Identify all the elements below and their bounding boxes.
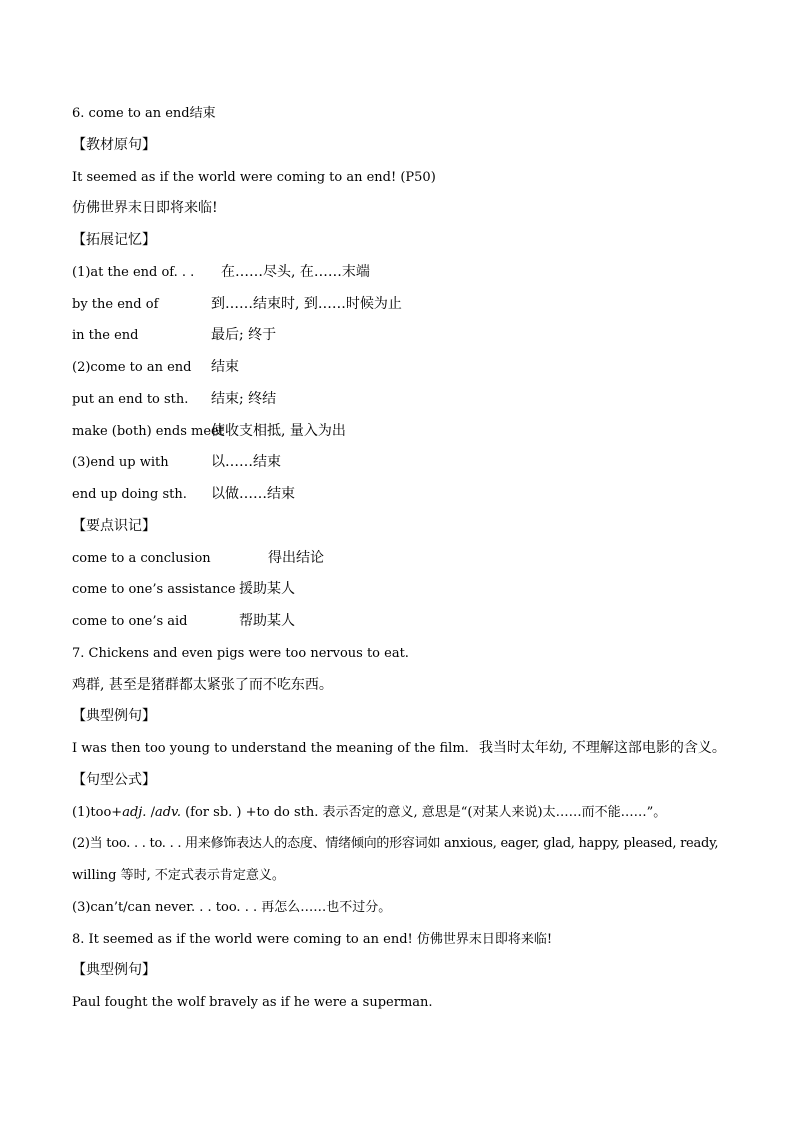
formula-1-adj: adj. bbox=[122, 804, 147, 820]
heading-extended-memory: 【拓展记忆】 bbox=[72, 232, 156, 248]
phrase-en: end up doing sth. bbox=[72, 487, 187, 502]
extend-row bbox=[72, 447, 722, 479]
phrase-zh: 以做……结束 bbox=[211, 486, 295, 502]
formula-3: (3)can’t/can never. . . too. . . 再怎么……也不过分。 bbox=[72, 899, 392, 915]
extend-row bbox=[72, 320, 722, 352]
phrase-zh: 以……结束 bbox=[211, 454, 281, 471]
formula-2-line-2: willing 等时, 不定式表示肯定意义。 bbox=[72, 868, 285, 883]
heading-sentence-formula: 【句型公式】 bbox=[72, 771, 156, 788]
phrase-en: (3)end up with bbox=[72, 455, 169, 471]
key-row bbox=[72, 574, 722, 606]
phrase-en: (1)at the end of. . . bbox=[72, 264, 195, 280]
phrase-en: make (both) ends meet bbox=[72, 423, 224, 439]
phrase-zh: 帮助某人 bbox=[239, 613, 295, 629]
extend-row bbox=[72, 352, 722, 384]
item-6-title: 6. come to an end结束 bbox=[72, 106, 216, 121]
phrase-en: by the end of bbox=[72, 296, 159, 312]
formula-1-part: (1)too+ bbox=[72, 804, 123, 820]
phrase-zh: 在……尽头, 在……末端 bbox=[221, 263, 370, 280]
phrase-en: in the end bbox=[72, 328, 139, 344]
heading-typical-example: 【典型例句】 bbox=[72, 708, 156, 725]
key-row bbox=[72, 606, 722, 638]
formula-1-part: / bbox=[146, 804, 155, 820]
phrase-zh: 到……结束时, 到……时候为止 bbox=[211, 295, 402, 312]
heading-textbook-sentence: 【教材原句】 bbox=[72, 136, 156, 153]
formula-1-adv: adv. bbox=[154, 804, 181, 820]
document-page bbox=[72, 98, 726, 1019]
phrase-en: come to a conclusion bbox=[72, 550, 211, 566]
formula-2-line-1: (2)当 too. . . to. . . 用来修饰表达人的态度、情绪倾向的形容词如 anxious, eager, glad, happy, pleased, ready, bbox=[72, 836, 719, 852]
extend-row bbox=[72, 289, 722, 321]
phrase-en: put an end to sth. bbox=[72, 391, 189, 407]
extend-row bbox=[72, 416, 722, 448]
item-7-translation: 鸡群, 甚至是猪群都太紧张了而不吃东西。 bbox=[72, 676, 333, 693]
extend-row bbox=[72, 479, 722, 511]
heading-typical-example: 【典型例句】 bbox=[72, 962, 156, 979]
item-8-example: Paul fought the wolf bravely as if he were a superman. bbox=[72, 995, 433, 1010]
phrase-zh: 结束 bbox=[211, 359, 239, 375]
extend-row bbox=[72, 257, 722, 289]
item-7-title: 7. Chickens and even pigs were too nervous to eat. bbox=[72, 645, 409, 661]
item-7-example bbox=[72, 733, 726, 765]
item-6-sentence-en: It seemed as if the world were coming to an end! (P50) bbox=[72, 169, 436, 185]
heading-key-points: 【要点识记】 bbox=[72, 517, 156, 534]
extend-row bbox=[72, 384, 722, 416]
phrase-en: come to one’s aid bbox=[72, 614, 188, 629]
formula-1-part: (for sb. ) +to do sth. 表示否定的意义, 意思是“(对某人来说)太……而不能……”。 bbox=[180, 804, 667, 820]
key-row bbox=[72, 543, 722, 575]
item-8-title: 8. It seemed as if the world were coming to an end! 仿佛世界末日即将来临! bbox=[72, 931, 553, 947]
example-zh: 我当时太年幼, 不理解这部电影的含义。 bbox=[478, 740, 726, 756]
phrase-en: (2)come to an end bbox=[72, 360, 192, 375]
phrase-zh: 结束; 终结 bbox=[211, 390, 277, 407]
phrase-zh: 援助某人 bbox=[239, 581, 295, 598]
phrase-en: come to one’s assistance bbox=[72, 582, 236, 598]
example-en: I was then too young to understand the meaning of the film. bbox=[72, 741, 469, 756]
formula-1 bbox=[72, 797, 722, 829]
item-6-sentence-zh: 仿佛世界末日即将来临! bbox=[72, 200, 218, 217]
phrase-zh: 最后; 终于 bbox=[211, 327, 277, 344]
phrase-zh: 使收支相抵, 量入为出 bbox=[211, 422, 346, 439]
phrase-zh: 得出结论 bbox=[268, 549, 324, 566]
